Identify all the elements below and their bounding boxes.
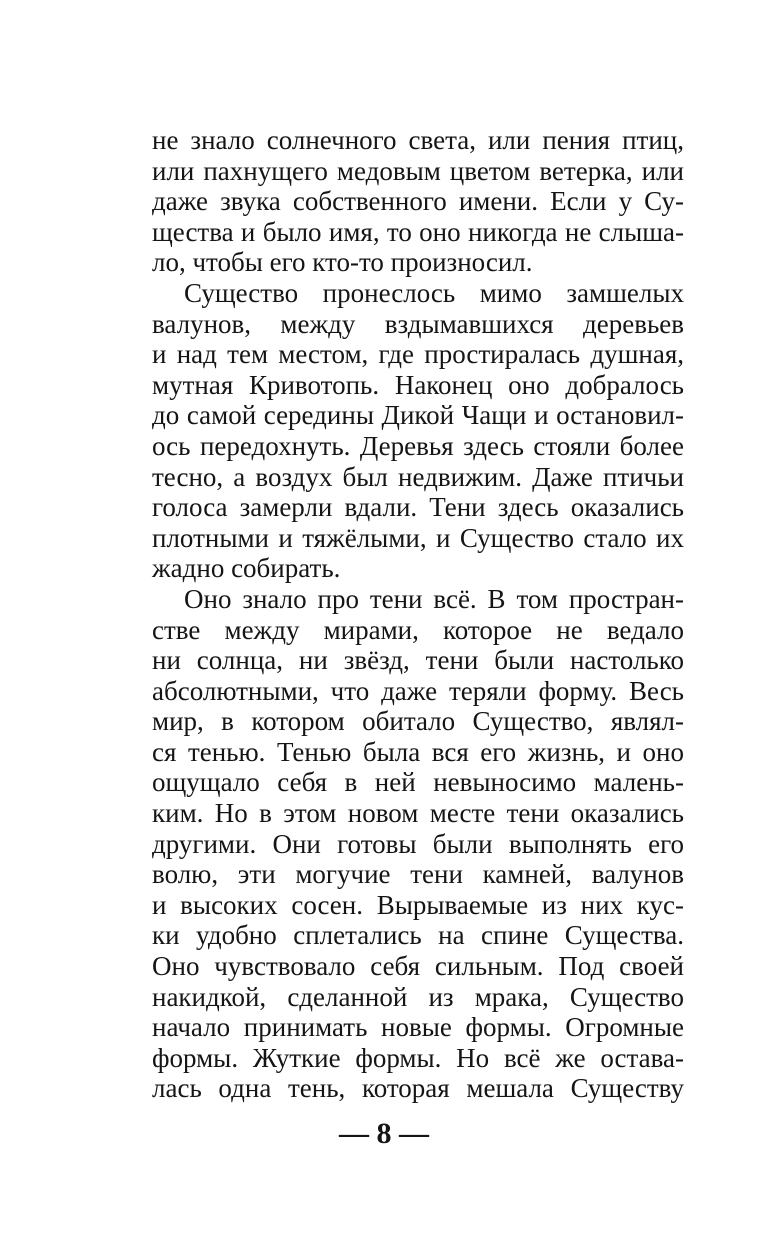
text-line: ось передохнуть. Деревья здесь стояли более: [152, 430, 684, 461]
text-line: до самой середины Дикой Чащи и остановил-: [152, 400, 684, 431]
text-line: голоса замерли вдали. Тени здесь оказались: [152, 492, 684, 523]
text-line: лась одна тень, которая мешала Существу: [152, 1073, 684, 1104]
text-line: щества и было имя, то оно никогда не слыша-: [152, 216, 684, 247]
text-line: ся тенью. Тенью была вся его жизнь, и оно: [152, 736, 684, 767]
text-line: и высоких сосен. Вырываемые из них кус-: [152, 889, 684, 920]
text-line: валунов, между вздымавшихся деревьев: [152, 308, 684, 339]
text-line: жадно собирать.: [152, 553, 341, 584]
text-line: плотными и тяжёлыми, и Существо стало их: [152, 522, 684, 553]
text-line: другими. Они готовы были выполнять его: [152, 828, 684, 859]
text-line: ло, чтобы его кто-то произносил.: [152, 247, 533, 278]
text-line: и над тем местом, где простиралась душная,: [152, 339, 684, 370]
text-line: стве между мирами, которое не ведало: [152, 614, 684, 645]
text-line: не знало солнечного света, или пения птиц,: [152, 125, 684, 155]
text-line: Существо пронеслось мимо замшелых: [184, 277, 684, 308]
text-line: даже звука собственного имени. Если у Су-: [152, 186, 684, 217]
text-line: накидкой, сделанной из мрака, Существо: [152, 981, 684, 1012]
text-line: тесно, а воздух был недвижим. Даже птичьи: [152, 461, 684, 492]
text-line: мир, в котором обитало Существо, являл-: [152, 706, 684, 737]
text-line: волю, эти могучие тени камней, валунов: [152, 859, 684, 890]
text-line: ощущало себя в ней невыносимо малень-: [152, 767, 684, 798]
text-line: абсолютными, что даже теряли форму. Весь: [152, 675, 684, 706]
text-line: ки удобно сплетались на спине Существа.: [152, 920, 684, 951]
body-text: [152, 125, 684, 1104]
text-line: начало принимать новые формы. Огромные: [152, 1012, 684, 1043]
text-line: или пахнущего медовым цветом ветерка, или: [152, 155, 684, 186]
text-line: Оно чувствовало себя сильным. Под своей: [152, 951, 684, 982]
text-line: формы. Жуткие формы. Но всё же остава-: [152, 1042, 684, 1073]
page-number: — 8 —: [339, 1117, 429, 1150]
text-line: мутная Кривотопь. Наконец оно добралось: [152, 369, 684, 400]
text-line: ни солнца, ни звёзд, тени были настолько: [152, 645, 684, 676]
text-line: ким. Но в этом новом месте тени оказались: [152, 798, 684, 829]
text-line: Оно знало про тени всё. В том простран-: [184, 583, 684, 614]
